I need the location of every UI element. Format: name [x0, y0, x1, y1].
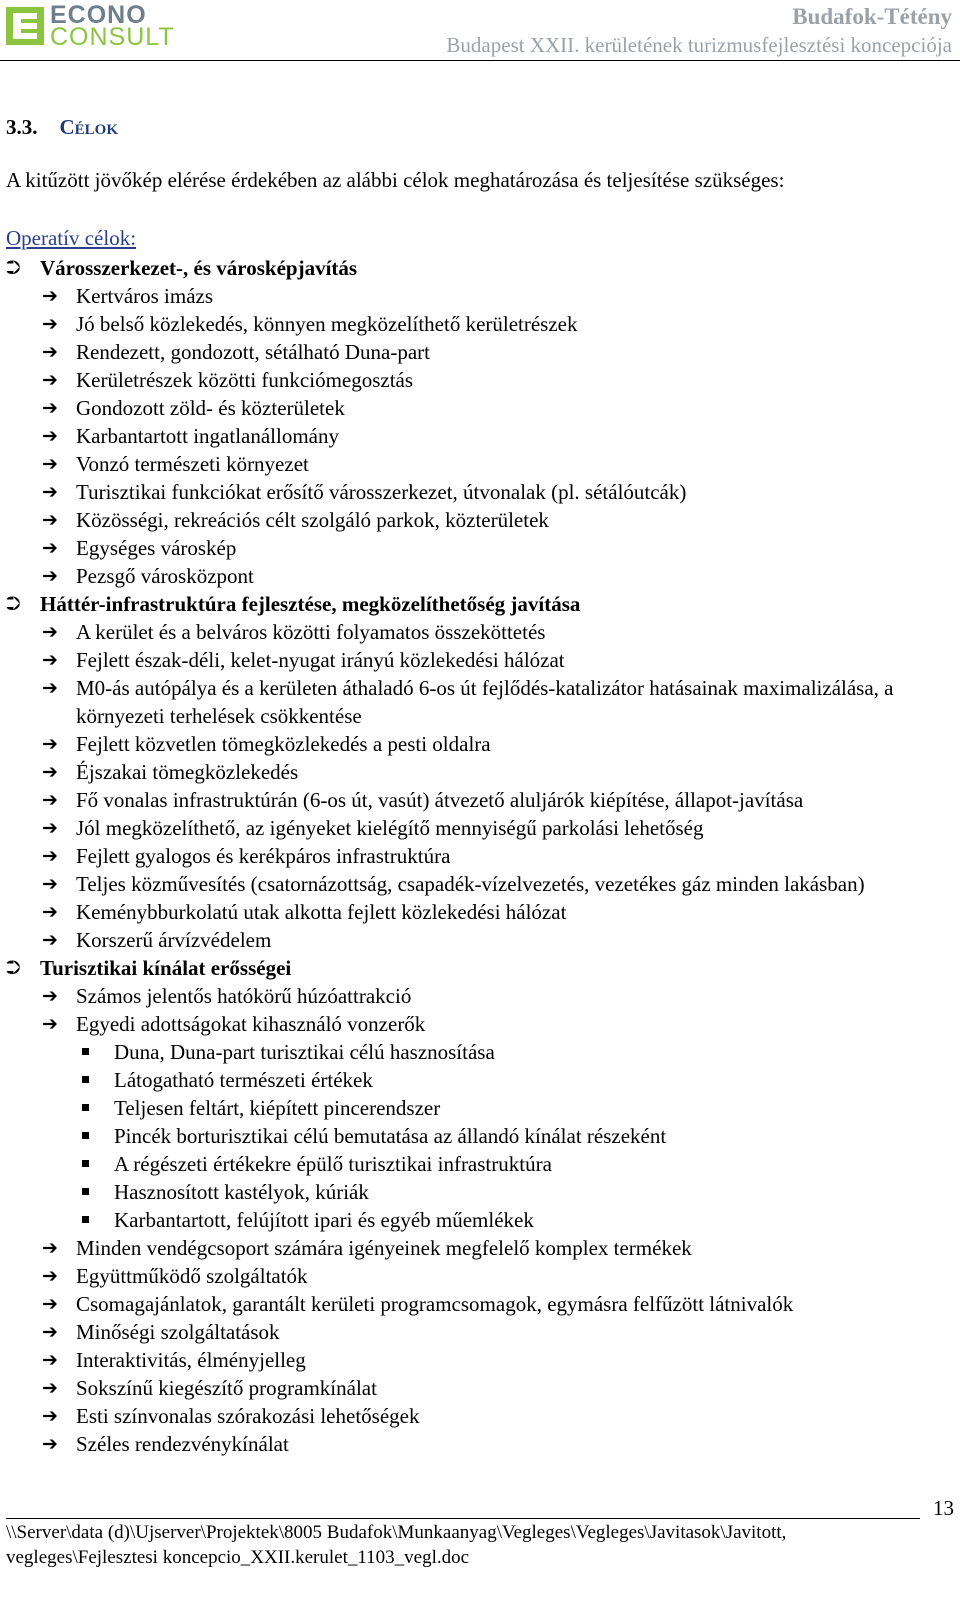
curved-arrow-icon: ⮊	[6, 957, 21, 979]
goal-subitem	[6, 1094, 936, 1122]
section-title: Célok	[59, 115, 119, 139]
goal-item	[6, 982, 936, 1010]
arrow-right-icon: ➔	[42, 845, 58, 867]
header-title: Budafok-Tétény	[792, 4, 952, 29]
goal-text: Jó belső közlekedés, könnyen megközelíthető kerületrészek	[76, 312, 578, 336]
goal-text: A kerület és a belváros közötti folyamatos összeköttetés	[76, 620, 546, 644]
goal-text: Egyedi adottságokat kihasználó vonzerők	[76, 1012, 426, 1036]
goal-text: Minőségi szolgáltatások	[76, 1320, 280, 1344]
goal-heading	[6, 954, 936, 982]
arrow-right-icon: ➔	[42, 817, 58, 839]
arrow-right-icon: ➔	[42, 929, 58, 951]
arrow-right-icon: ➔	[42, 481, 58, 503]
goal-subitem	[6, 1038, 936, 1066]
goal-text: Rendezett, gondozott, sétálható Duna-part	[76, 340, 430, 364]
logo-mark-icon	[6, 7, 44, 45]
goal-item	[6, 450, 936, 478]
goal-text: Számos jelentős hatókörű húzóattrakció	[76, 984, 412, 1008]
logo-line-2: CONSULT	[50, 23, 175, 51]
goal-text: Teljesen feltárt, kiépített pincerendszer	[114, 1096, 441, 1120]
goal-item	[6, 478, 936, 506]
square-bullet-icon	[78, 1038, 114, 1066]
goal-item	[6, 1374, 936, 1402]
goal-item	[6, 1402, 936, 1430]
goal-text: Fő vonalas infrastruktúrán (6-os út, vasút) átvezető aluljárók kiépítése, állapot-javítása	[76, 788, 804, 812]
goal-text: Városszerkezet-, és városképjavítás	[40, 256, 358, 280]
goal-subitem	[6, 1206, 936, 1234]
square-bullet-icon	[78, 1178, 114, 1206]
goal-item	[6, 366, 936, 394]
arrow-right-icon: ➔	[42, 677, 58, 699]
goal-text: Duna, Duna-part turisztikai célú hasznosítása	[114, 1040, 495, 1064]
arrow-right-icon: ➔	[42, 453, 58, 475]
goal-text: Esti színvonalas szórakozási lehetőségek	[76, 1404, 420, 1428]
goal-text: Jól megközelíthető, az igényeket kielégítő mennyiségű parkolási lehetőség	[76, 816, 704, 840]
goal-text: Széles rendezvénykínálat	[76, 1432, 289, 1456]
goal-item	[6, 1318, 936, 1346]
goal-item	[6, 506, 936, 534]
goal-item	[6, 1234, 936, 1262]
goal-text: Kerületrészek közötti funkciómegosztás	[76, 368, 414, 392]
goal-text: Turisztikai funkciókat erősítő városszerkezet, útvonalak (pl. sétálóutcák)	[76, 480, 687, 504]
arrow-right-icon: ➔	[42, 1349, 58, 1371]
goal-heading	[6, 254, 936, 282]
goal-item	[6, 898, 936, 926]
goal-text: Háttér-infrastruktúra fejlesztése, megközelíthetőség javítása	[40, 592, 581, 616]
goal-text: A régészeti értékekre épülő turisztikai infrastruktúra	[114, 1152, 552, 1176]
arrow-right-icon: ➔	[42, 1433, 58, 1455]
intro-paragraph: A kitűzött jövőkép elérése érdekében az alábbi célok meghatározása és teljesítése szükséges:	[6, 168, 785, 192]
arrow-right-icon: ➔	[42, 873, 58, 895]
goal-text: Minden vendégcsoport számára igényeinek megfelelő komplex termékek	[76, 1236, 692, 1260]
arrow-right-icon: ➔	[42, 425, 58, 447]
goal-item	[6, 394, 936, 422]
section-heading	[6, 115, 118, 140]
goal-text: Együttműködő szolgáltatók	[76, 1264, 308, 1288]
arrow-right-icon: ➔	[42, 621, 58, 643]
goal-item	[6, 338, 936, 366]
goal-text: Vonzó természeti környezet	[76, 452, 309, 476]
goal-item	[6, 562, 936, 590]
goal-item	[6, 814, 936, 842]
goal-item	[6, 1290, 936, 1318]
arrow-right-icon: ➔	[42, 733, 58, 755]
arrow-right-icon: ➔	[42, 1265, 58, 1287]
arrow-right-icon: ➔	[42, 285, 58, 307]
arrow-right-icon: ➔	[42, 537, 58, 559]
goal-item	[6, 1430, 936, 1458]
goal-text: Karbantartott, felújított ipari és egyéb műemlékek	[114, 1208, 534, 1232]
arrow-right-icon: ➔	[42, 985, 58, 1007]
goal-text: Pezsgő városközpont	[76, 564, 254, 588]
page-number: 13	[933, 1496, 954, 1520]
footer-divider	[6, 1518, 920, 1519]
arrow-right-icon: ➔	[42, 1377, 58, 1399]
arrow-right-icon: ➔	[42, 1237, 58, 1259]
arrow-right-icon: ➔	[42, 1293, 58, 1315]
goal-subitem	[6, 1066, 936, 1094]
goal-item	[6, 786, 936, 814]
footer-file-path: \\Server\data (d)\Ujserver\Projektek\8005 Budafok\Munkaanyag\Vegleges\Vegleges\Javitasok\Javitott, vegleges\Fejlesztesi koncepcio_XXII.kerulet_1103_vegl.doc	[6, 1522, 787, 1568]
arrow-right-icon: ➔	[42, 649, 58, 671]
goal-text: Sokszínű kiegészítő programkínálat	[76, 1376, 377, 1400]
square-bullet-icon	[78, 1150, 114, 1178]
goal-item	[6, 618, 936, 646]
goal-subitem	[6, 1122, 936, 1150]
goal-text: Éjszakai tömegközlekedés	[76, 760, 299, 784]
goal-text: Karbantartott ingatlanállomány	[76, 424, 339, 448]
arrow-right-icon: ➔	[42, 565, 58, 587]
goal-item	[6, 926, 936, 954]
goal-item	[6, 282, 936, 310]
curved-arrow-icon: ⮊	[6, 593, 21, 615]
goal-item	[6, 730, 936, 758]
arrow-right-icon: ➔	[42, 901, 58, 923]
section-number: 3.3.	[6, 115, 38, 139]
arrow-right-icon: ➔	[42, 789, 58, 811]
goal-subitem	[6, 1178, 936, 1206]
goal-item	[6, 842, 936, 870]
square-bullet-icon	[78, 1094, 114, 1122]
logo-line-1: ECONO	[50, 1, 147, 29]
goal-text: Egységes városkép	[76, 536, 237, 560]
goal-text: Csomagajánlatok, garantált kerületi programcsomagok, egymásra felfűzött látnivalók	[76, 1292, 794, 1316]
goal-text: M0-ás autópálya és a kerületen áthaladó 6-os út fejlődés-katalizátor hatásainak maximalizálása, a környezeti terhelések csökkentése	[76, 676, 894, 728]
square-bullet-icon	[78, 1206, 114, 1234]
square-bullet-icon	[78, 1122, 114, 1150]
goal-text: Fejlett gyalogos és kerékpáros infrastruktúra	[76, 844, 451, 868]
econo-consult-logo	[6, 1, 175, 51]
square-bullet-icon	[78, 1066, 114, 1094]
goal-text: Teljes közművesítés (csatornázottság, csapadék-vízelvezetés, vezetékes gáz minden lakásban)	[76, 872, 865, 896]
goal-text: Látogatható természeti értékek	[114, 1068, 373, 1092]
operative-goals-label: Operatív célok:	[6, 226, 137, 250]
arrow-right-icon: ➔	[42, 397, 58, 419]
goal-item	[6, 1262, 936, 1290]
arrow-right-icon: ➔	[42, 761, 58, 783]
goal-item	[6, 534, 936, 562]
goal-text: Interaktivitás, élményjelleg	[76, 1348, 306, 1372]
arrow-right-icon: ➔	[42, 341, 58, 363]
goal-text: Fejlett észak-déli, kelet-nyugat irányú közlekedési hálózat	[76, 648, 565, 672]
arrow-right-icon: ➔	[42, 1405, 58, 1427]
goal-item	[6, 1346, 936, 1374]
goal-text: Turisztikai kínálat erősségei	[40, 956, 292, 980]
goal-text: Kertváros imázs	[76, 284, 214, 308]
goal-heading	[6, 590, 936, 618]
goal-text: Keménybburkolatú utak alkotta fejlett közlekedési hálózat	[76, 900, 567, 924]
goal-item	[6, 422, 936, 450]
logo-text	[50, 1, 175, 51]
goal-item	[6, 1010, 936, 1038]
goal-item	[6, 758, 936, 786]
goal-subitem	[6, 1150, 936, 1178]
header-subtitle: Budapest XXII. kerületének turizmusfejlesztési koncepciója	[446, 33, 952, 57]
arrow-right-icon: ➔	[42, 313, 58, 335]
goal-text: Fejlett közvetlen tömegközlekedés a pesti oldalra	[76, 732, 491, 756]
goal-text: Gondozott zöld- és közterületek	[76, 396, 345, 420]
arrow-right-icon: ➔	[42, 509, 58, 531]
goal-text: Közösségi, rekreációs célt szolgáló parkok, közterületek	[76, 508, 549, 532]
goal-text: Pincék borturisztikai célú bemutatása az állandó kínálat részeként	[114, 1124, 667, 1148]
arrow-right-icon: ➔	[42, 1321, 58, 1343]
arrow-right-icon: ➔	[42, 1013, 58, 1035]
goal-text: Korszerű árvízvédelem	[76, 928, 272, 952]
document-header	[446, 3, 952, 59]
goal-text: Hasznosított kastélyok, kúriák	[114, 1180, 369, 1204]
goal-list	[6, 254, 936, 1458]
header-divider	[0, 60, 960, 61]
goal-item	[6, 310, 936, 338]
goal-item	[6, 674, 936, 730]
goal-item	[6, 870, 936, 898]
curved-arrow-icon: ⮊	[6, 257, 21, 279]
arrow-right-icon: ➔	[42, 369, 58, 391]
goal-item	[6, 646, 936, 674]
